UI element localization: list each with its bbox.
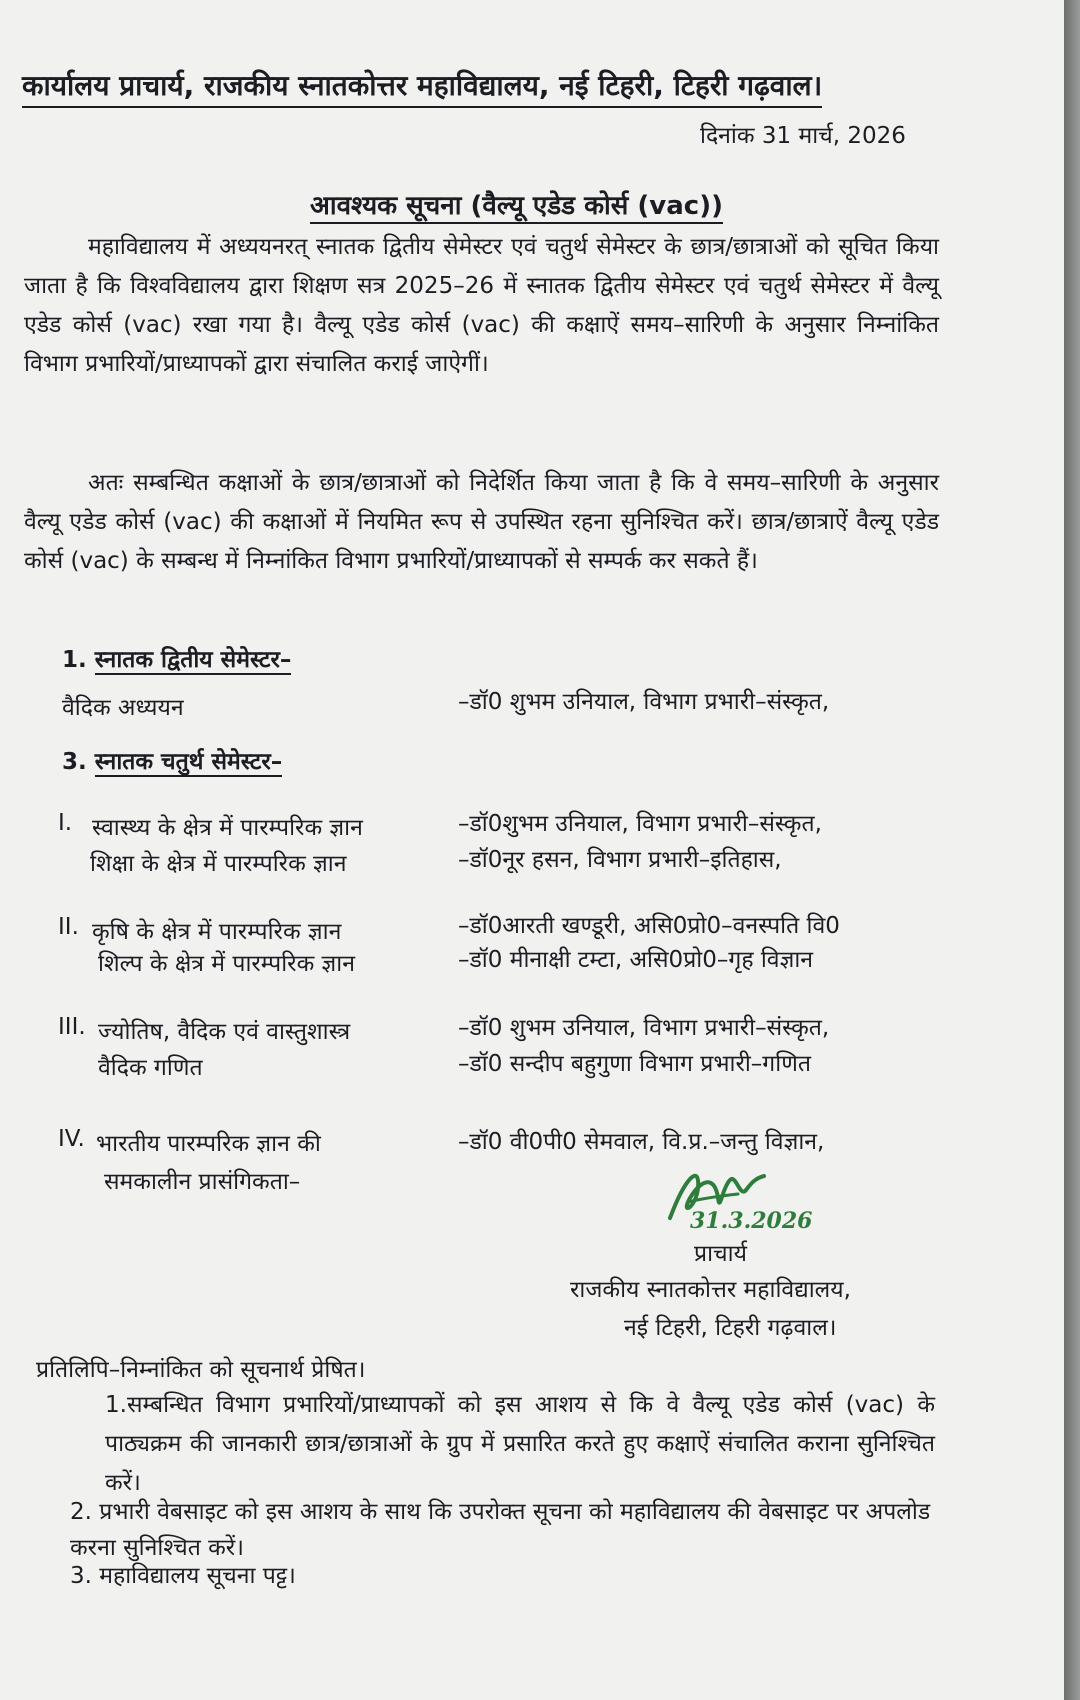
course-contact: –डॉ0नूर हसन, विभाग प्रभारी–इतिहास, bbox=[458, 847, 782, 873]
course-contact: –डॉ0शुभम उनियाल, विभाग प्रभारी–संस्कृत, bbox=[458, 811, 822, 837]
page-shadow-edge bbox=[1064, 0, 1080, 1700]
section-number: 3. bbox=[62, 749, 87, 775]
notice-subject: आवश्यक सूचना (वैल्यू एडेड कोर्स (vac)) bbox=[310, 186, 723, 224]
course-contact: –डॉ0आरती खण्डूरी, असि0प्रो0–वनस्पति वि0 bbox=[458, 913, 840, 939]
copy-to-item-2: 2. प्रभारी वेबसाइट को इस आशय के साथ कि उपरोक्त सूचना को महाविद्यालय की वेबसाइट पर अपलोड करना सुनिश्चित करें। bbox=[70, 1499, 931, 1561]
section-heading-semester-4 bbox=[62, 744, 282, 776]
copy-to-heading: प्रतिलिपि–निम्नांकित को सूचनार्थ प्रेषित। bbox=[36, 1357, 366, 1383]
office-title: कार्यालय प्राचार्य, राजकीय स्नातकोत्तर महाविद्यालय, नई टिहरी, टिहरी गढ़वाल। bbox=[22, 66, 822, 108]
body-paragraph-2-text: अतः सम्बन्धित कक्षाओं के छात्र/छात्राओं को निदेर्शित किया जाता है कि वे समय–सारिणी के अनुसार वैल्यू एडेड कोर्स (vac) की कक्षाओं में नियमित रूप से उपस्थित रहना सुनिश्चित करें। छात्र/छात्राऐं वैल्यू एडेड कोर्स (vac) के सम्बन्ध में निम्नांकित विभाग प्रभारियों/प्राध्यापकों से सम्पर्क कर सकते हैं। bbox=[24, 470, 939, 574]
body-paragraph-1 bbox=[24, 228, 939, 384]
course-name: कृषि के क्षेत्र में पारम्परिक ज्ञान bbox=[92, 919, 342, 945]
copy-to-item-1: 1.सम्बन्धित विभाग प्रभारियों/प्राध्यापकों को इस आशय से कि वे वैल्यू एडेड कोर्स (vac) के पाठ्यक्रम की जानकारी छात्र/छात्राओं के ग्रुप में प्रसारित करते हुए कक्षाऐं संचालित कराना सुनिश्चित करें। bbox=[105, 1392, 935, 1496]
course-contact: –डॉ0 वी0पी0 सेमवाल, वि.प्र.–जन्तु विज्ञान, bbox=[458, 1129, 825, 1155]
section-number: 1. bbox=[62, 647, 87, 673]
course-name: शिक्षा के क्षेत्र में पारम्परिक ज्ञान bbox=[90, 851, 347, 877]
institution-line-1: राजकीय स्नातकोत्तर महाविद्यालय, bbox=[570, 1277, 851, 1303]
signature-date: 31.3.2026 bbox=[690, 1208, 813, 1234]
body-paragraph-2 bbox=[24, 464, 939, 581]
notice-date: दिनांक 31 मार्च, 2026 bbox=[700, 123, 906, 149]
course-name: ज्योतिष, वैदिक एवं वास्तुशास्त्र bbox=[98, 1019, 351, 1045]
body-paragraph-1-text: महाविद्यालय में अध्ययनरत् स्नातक द्वितीय सेमेस्टर एवं चतुर्थ सेमेस्टर के छात्र/छात्राओं को सूचित किया जाता है कि विश्वविद्यालय द्वारा शिक्षण सत्र 2025–26 में स्नातक द्वितीय सेमेस्टर एवं चतुर्थ सेमेस्टर में वैल्यू एडेड कोर्स (vac) रखा गया है। वैल्यू एडेड कोर्स (vac) की कक्षाऐं समय–सारिणी के अनुसार निम्नांकित विभाग प्रभारियों/प्राध्यापकों द्वारा संचालित कराई जाऐगीं। bbox=[24, 234, 939, 377]
group-numeral: II. bbox=[58, 914, 79, 940]
course-name: भारतीय पारम्परिक ज्ञान की bbox=[96, 1131, 321, 1157]
course-contact: –डॉ0 शुभम उनियाल, विभाग प्रभारी–संस्कृत, bbox=[458, 1015, 830, 1041]
course-name: स्वास्थ्य के क्षेत्र में पारम्परिक ज्ञान bbox=[92, 815, 363, 841]
copy-to-item-2-line bbox=[70, 1494, 940, 1566]
course-contact: –डॉ0 मीनाक्षी टम्टा, असि0प्रो0–गृह विज्ञान bbox=[458, 947, 814, 973]
section-title: स्नातक द्वितीय सेमेस्टर– bbox=[94, 647, 292, 673]
institution-line-2: नई टिहरी, टिहरी गढ़वाल। bbox=[624, 1315, 837, 1341]
section-heading-semester-2 bbox=[62, 642, 291, 674]
signatory-designation: प्राचार्य bbox=[694, 1241, 747, 1267]
course-name: शिल्प के क्षेत्र में पारम्परिक ज्ञान bbox=[98, 951, 356, 977]
group-numeral: I. bbox=[58, 810, 73, 836]
course-name: समकालीन प्रासंगिकता– bbox=[104, 1169, 301, 1195]
group-numeral: III. bbox=[58, 1014, 86, 1040]
group-numeral: IV. bbox=[58, 1126, 85, 1152]
copy-to-item-3: 3. महाविद्यालय सूचना पट्ट। bbox=[70, 1563, 296, 1589]
course-name: वैदिक गणित bbox=[98, 1055, 203, 1081]
section-title: स्नातक चतुर्थ सेमेस्टर– bbox=[94, 749, 283, 775]
course-name: वैदिक अध्ययन bbox=[62, 695, 184, 721]
course-contact: –डॉ0 शुभम उनियाल, विभाग प्रभारी–संस्कृत, bbox=[458, 689, 830, 715]
course-contact: –डॉ0 सन्दीप बहुगुणा विभाग प्रभारी–गणित bbox=[458, 1051, 811, 1077]
